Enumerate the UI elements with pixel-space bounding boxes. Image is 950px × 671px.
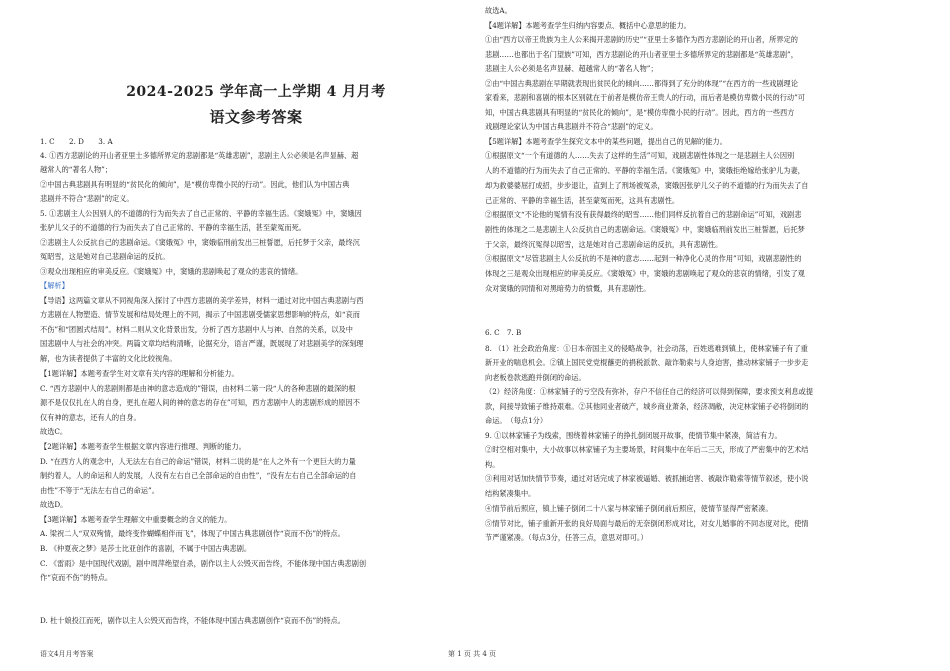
- left-line-11: 【解析】: [40, 281, 69, 290]
- left-line-13: 方悲剧在人物塑造、情节发展和结局处理上的不同，揭示了中国悲剧受儒家思想影响的特点，如“哀而: [40, 310, 360, 319]
- left-line-2: 4. ①西方悲剧论的开山者亚里士多德所界定的悲剧都是“英雄悲剧”，悲剧主人公必须是名声显赫、超: [40, 151, 359, 160]
- left-line-23: D. “在西方人的观念中，人无法左右自己的命运”错误，材料二说的是“在人之外有一个更巨大的力量: [40, 457, 356, 466]
- right-line-9: 戏剧理论家认为中国古典悲剧并不符合“悲剧”的定义。: [485, 122, 658, 131]
- left-line-1: 1. C 2. D 3. A: [40, 137, 113, 146]
- left-line-14: 不伤”和“团圆式结局”。材料二则从文化背景出发，分析了西方悲剧中人与神、自然的关系，以及中: [40, 325, 353, 334]
- left-line-28: A. 梁祝二人“双双殉情，最终变作蝴蝶相伴而飞”，体现了中国古典悲剧创作“哀而不伤”的特点。: [40, 529, 345, 538]
- right-line-16: 剧性的体现之二是悲剧主人公反抗自己的悲剧命运。《窦娥冤》中，窦娥临刑前发出三桩誓愿，后托梦: [485, 225, 805, 234]
- right-line-28: 命运。 （每点1分）: [485, 416, 548, 425]
- right-line-4: 悲剧……也都出于名门望族”可知，西方悲剧论的开山者亚里士多德所界定的悲剧都是“英雄悲剧”，: [485, 50, 798, 59]
- right-line-12: 人的不道德的行为而失去了自己正常的、平静的幸福生活。《窦娥冤》中，窦娥拒绝嫁给张驴儿为妻，: [485, 166, 805, 175]
- right-line-15: ②根据原文“不论他的冤情有没有获得最终的昭雪……他们同样反抗着自己的悲剧命运”可知，戏剧悲: [485, 210, 802, 219]
- right-line-30: ②时空相对集中，大小故事以林家铺子为主要场景，时间集中在年后二三天，形成了严密集中的艺术结: [485, 445, 809, 454]
- left-line-9: 冤昭雪，这是她对自己悲剧命运的反抗。: [40, 252, 170, 261]
- left-line-30: C. 《雷雨》是中国现代戏剧，剧中周萍绝望自杀，剧作以主人公毁灭而告终，不能体现中国古典悲剧创: [40, 559, 367, 568]
- right-line-31: 构。: [485, 460, 500, 469]
- right-line-1: 故选A。: [485, 6, 512, 15]
- right-line-6: ②由“中国古典悲剧在早期就表现出贫民化的倾向……都得到了充分的体现”“在西方的一些戏剧理论: [485, 79, 798, 88]
- right-line-36: 节严谨紧凑。（每点3分，任答三点，意思对即可。）: [485, 533, 648, 542]
- right-line-34: ④情节前后照应，镇上铺子倒闭二十八家与林家铺子倒闭前后照应，使情节显得严密紧凑。: [485, 504, 773, 513]
- left-line-26: 故选D。: [40, 500, 68, 509]
- left-line-6: 5. ①悲剧主人公因别人的不道德的行为而失去了自己正常的、平静的幸福生活。《窦娥冤》中，窦娥因: [40, 209, 362, 218]
- left-line-3: 越常人的“著名人物”；: [40, 165, 113, 174]
- left-line-20: 仅有神的意志，还有人的自身。: [40, 413, 141, 422]
- right-line-3: ①由“西方以帝王贵族为主人公来揭开悲剧的历史”“亚里士多德作为西方悲剧论的开山者，所界定的: [485, 35, 798, 44]
- left-line-15: 国悲剧中人与社会的冲突。两篇文章均结构清晰，论据充分，语言严谨，既展现了对悲剧美学的深刻理: [40, 339, 364, 348]
- right-line-20: 众对窦娥的同情和对黑暗势力的愤慨，具有悲剧性。: [485, 284, 651, 293]
- right-line-14: 己正常的、平静的幸福生活，甚至蒙冤而死，这具有悲剧性。: [485, 196, 680, 205]
- right-line-17: 于父亲，最终沉冤得以昭雪，这是她对自己悲剧命运的反抗，具有悲剧性。: [485, 240, 723, 249]
- right-line-22: 6. C 7. B: [485, 328, 522, 337]
- exam-title: 2024-2025 学年高一上学期 4 月月考: [126, 84, 386, 100]
- right-line-18: ③根据原文“尽管悲剧主人公反抗的不是神的意志……起到一种净化心灵的作用”可知，戏剧悲剧性的: [485, 254, 802, 263]
- left-line-25: 由性”不等于“无法左右自己的命运”。: [40, 486, 159, 495]
- right-line-19: 体现之三是观众出现相应的审美反应。《窦娥冤》中，窦娥的悲剧唤起了观众的悲哀的情绪，引发了观: [485, 269, 805, 278]
- right-line-5: 悲剧主人公必须是名声显赫、超越常人的“著名人物”；: [485, 64, 658, 73]
- left-line-10: ③观众出现相应的审美反应。《窦娥冤》中，窦娥的悲剧唤起了观众的悲哀的情绪。: [40, 267, 303, 276]
- right-line-35: ⑤情节对比，铺子重新开张的良好局面与最后的无奈倒闭形成对比，对女儿婚事的不同态度对比，使情: [485, 519, 809, 528]
- right-line-33: 结构紧凑集中。: [485, 489, 536, 498]
- footer-doc-name: 语文4月月考答案: [40, 650, 94, 658]
- right-line-2: 【4题详解】本题考查学生归纳内容要点、概括中心意思的能力。: [485, 21, 691, 30]
- left-line-5: 悲剧并不符合“悲剧”的定义。: [40, 194, 134, 203]
- right-line-13: 却为救婆婆屈打成招，步步退让，直到上了刑场被冤杀，窦娥因张驴儿父子的不道德的行为而失去了自: [485, 181, 809, 190]
- answer-subtitle: 语文参考答案: [209, 108, 303, 126]
- right-line-32: ③利用对话加快情节节奏，通过对话完成了林家被逼婚、被抓捕迫害、被敲诈勒索等情节叙述，使小说: [485, 474, 809, 483]
- left-line-31: 作“哀而不伤”的特点。: [40, 573, 113, 582]
- right-line-25: 向老板卷款逃跑并倒闭的命运。: [485, 373, 586, 382]
- right-line-27: 款，间接导致铺子维持艰难。②其他同业者破产，城乡商业萧条，经济凋敝，决定林家铺子必将倒闭的: [485, 402, 809, 411]
- left-line-27: 【3题详解】本题考查学生理解文中重要概念的含义的能力。: [40, 515, 232, 524]
- left-line-16: 解，也为读者提供了丰富的文化比较视角。: [40, 354, 177, 363]
- left-line-21: 故选C。: [40, 427, 68, 436]
- right-line-8: 知，中国古典悲剧具有明显的“贫民化的倾向”，是“模仿卑微小民的行动”。因此，西方的一些西方: [485, 108, 795, 117]
- right-line-29: 9. ①以林家铺子为线索，围绕着林家铺子的挣扎倒闭展开故事，使情节集中紧凑，简洁有力。: [485, 431, 782, 440]
- left-line-32: D. 杜十娘投江而死，剧作以主人公毁灭而告终，不能体现中国古典悲剧创作“哀而不伤”的特点。: [40, 616, 345, 625]
- left-line-8: ②悲剧主人公反抗自己的悲剧命运。《窦娥冤》中，窦娥临刑前发出三桩誓愿，后托梦于父亲，最终沉: [40, 238, 360, 247]
- left-line-7: 张驴儿父子的不道德的行为而失去了自己正常的、平静的幸福生活，甚至蒙冤而死。: [40, 223, 306, 232]
- left-line-17: 【1题详解】本题考查学生对文章有关内容的理解和分析能力。: [40, 369, 239, 378]
- left-line-22: 【2题详解】本题考查学生根据文章内容进行推理、判断的能力。: [40, 442, 246, 451]
- right-line-10: 【5题详解】本题考查学生探究文本中的某些问题，提出自己的见解的能力。: [485, 137, 727, 146]
- left-line-12: 【导语】这两篇文章从不同视角深入探讨了中西方悲剧的美学差异，材料一通过对比中国古典悲剧与西: [40, 296, 364, 305]
- footer-page-number: 第 1 页 共 4 页: [448, 650, 497, 658]
- left-line-24: 制约着人，人的命运和人的发展，人没有左右自己全部命运的自由性”，“没有左右自己全部命运的自: [40, 471, 357, 480]
- left-line-18: C. “西方悲剧中人的悲剧则都是由神的意志造成的”错误，由材料二第一段“人的各种悲剧的最深的根: [40, 384, 356, 393]
- right-line-7: 家看来，悲剧和喜剧的根本区别就在于前者是模仿帝王贵人的行动，而后者是模仿卑微小民的行动”可: [485, 93, 805, 102]
- right-line-26: （2）经济角度：①林家铺子的亏空没有弥补，存户不信任自己的经济可以得到保障，要求预支利息或提: [485, 387, 814, 396]
- left-line-19: 源不是仅仅扎在人的自身，更扎在超人间的神的意志的存在”可知，西方悲剧中人的悲剧形成的原因不: [40, 398, 360, 407]
- left-line-4: ②中国古典悲剧具有明显的“贫民化的倾向”，是“模仿卑微小民的行动”。因此，他们认为中国古典: [40, 180, 350, 189]
- right-line-11: ①根据原文“一个有道德的人……失去了这样的生活”可知，戏剧悲剧性体现之一是悲剧主人公因别: [485, 151, 795, 160]
- left-line-29: B. 《仲夏夜之梦》是莎士比亚创作的喜剧，不属于中国古典悲剧。: [40, 544, 252, 553]
- right-line-23: 8. （1）社会政治角度：①日本帝国主义的侵略战争，社会动荡，百姓逃难到镇上，使林家铺子有了重: [485, 344, 808, 353]
- right-line-24: 新开业的喘息机会。②镇上国民党党棍蘸吏的捐税派款、敲诈勒索与人身迫害，推动林家铺子一步步走: [485, 358, 809, 367]
